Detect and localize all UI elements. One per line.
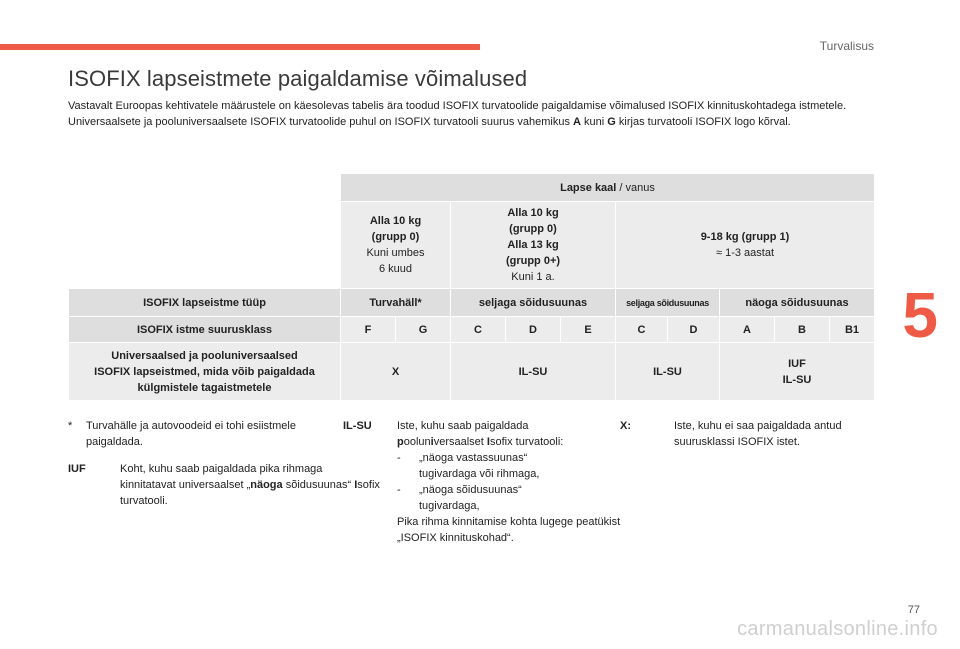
note-text: Turvahälle ja autovoodeid ei tohi esiistmele paigaldada. — [86, 420, 296, 448]
note-key: * — [68, 420, 73, 432]
size-cell: B1 — [830, 317, 875, 343]
size-g-letter: G — [607, 116, 616, 128]
size-cell: D — [668, 317, 720, 343]
size-cell: F — [341, 317, 396, 343]
value-rear-facing-0plus: IL-SU — [451, 343, 616, 401]
type-row — [69, 289, 875, 317]
weight-header: Lapse kaal / vanus — [341, 174, 875, 202]
accent-bar — [0, 44, 480, 50]
value-carrycot: X — [341, 343, 451, 401]
note-key: X: — [620, 420, 631, 432]
intro-text — [68, 98, 868, 130]
isofix-table — [68, 173, 875, 401]
note-asterisk — [68, 418, 346, 450]
universal-row — [69, 343, 875, 401]
intro-text-part: Universaalsete ja pooluniversaalsete ISOFIX turvatoolide puhul on ISOFIX turvatooli suurus vahemikus — [68, 116, 574, 128]
intro-text-part: kuni — [581, 116, 608, 128]
size-cell: E — [561, 317, 616, 343]
section-header: Turvalisus — [819, 39, 874, 53]
weight-header-row — [69, 174, 875, 202]
page-title: ISOFIX lapseistmete paigaldamise võimalused — [68, 66, 528, 91]
type-label: ISOFIX lapseistme tüüp — [69, 289, 341, 317]
note-key: IUF — [68, 463, 86, 475]
intro-paragraph-1: Vastavalt Euroopas kehtivatele määrustele on käesolevas tabelis ära toodud ISOFIX turvatoolide paigaldamise võimalused ISOFIX kinnituskohtadega istmetele. — [68, 100, 847, 112]
size-a-letter: A — [573, 116, 581, 128]
note-x: X: Iste, kuhu ei saa paigaldada antud suurusklassi ISOFIX istet. — [620, 420, 842, 448]
size-cell: A — [720, 317, 775, 343]
size-cell: C — [616, 317, 668, 343]
list-item: - „näoga vastassuunas“ tugivardaga või rihmaga, — [397, 452, 540, 480]
note-iuf: IUF Koht, kuhu saab paigaldada pika rihmaga kinnitatavat universaalset „näoga sõidusuunas“ Isofix turvatooli. — [68, 463, 380, 507]
value-rear-facing-1: IL-SU — [616, 343, 720, 401]
intro-paragraph-2 — [68, 114, 868, 130]
note-key: IL-SU — [343, 420, 372, 432]
page-number: 77 — [907, 604, 920, 616]
size-label: ISOFIX istme suurusklass — [69, 317, 341, 343]
group-0-cell: Alla 10 kg (grupp 0) Kuni umbes 6 kuud — [341, 202, 451, 289]
type-rear-facing-0plus: seljaga sõidusuunas — [451, 289, 616, 317]
size-cell: D — [506, 317, 561, 343]
size-cell: C — [451, 317, 506, 343]
size-row — [69, 317, 875, 343]
type-rear-facing-1: seljaga sõidusuunas — [616, 289, 720, 317]
group-row — [69, 202, 875, 289]
type-forward-facing: näoga sõidusuunas — [720, 289, 875, 317]
size-cell: G — [396, 317, 451, 343]
universal-label: Universaalsed ja pooluniversaalsed ISOFIX lapseistmed, mida võib paigaldada külgmistele tagaistmetele — [69, 343, 341, 401]
type-carrycot: Turvahäll* — [341, 289, 451, 317]
list-item: - „näoga sõidusuunas“ tugivardaga, — [397, 484, 522, 512]
group-0plus-cell: Alla 10 kg (grupp 0) Alla 13 kg (grupp 0+) Kuni 1 a. — [451, 202, 616, 289]
chapter-number: 5 — [902, 279, 938, 351]
intro-text-part: kirjas turvatooli ISOFIX logo kõrval. — [615, 116, 791, 128]
watermark: carmanualsonline.info — [737, 618, 938, 640]
size-cell: B — [775, 317, 830, 343]
value-forward-facing: IUF IL-SU — [720, 343, 875, 401]
note-il-su: IL-SU Iste, kuhu saab paigaldada pooluniversaalset Isofix turvatooli: - „näoga vastassuunas“ tugivardaga või rihmaga, - „näoga sõidusuunas“ tugivardaga, Pika rihma kinnitamise kohta lugege peatükist „ISOFIX kinnituskohad“. — [343, 418, 657, 546]
group-1-cell: 9-18 kg (grupp 1) ≈ 1-3 aastat — [616, 202, 875, 289]
